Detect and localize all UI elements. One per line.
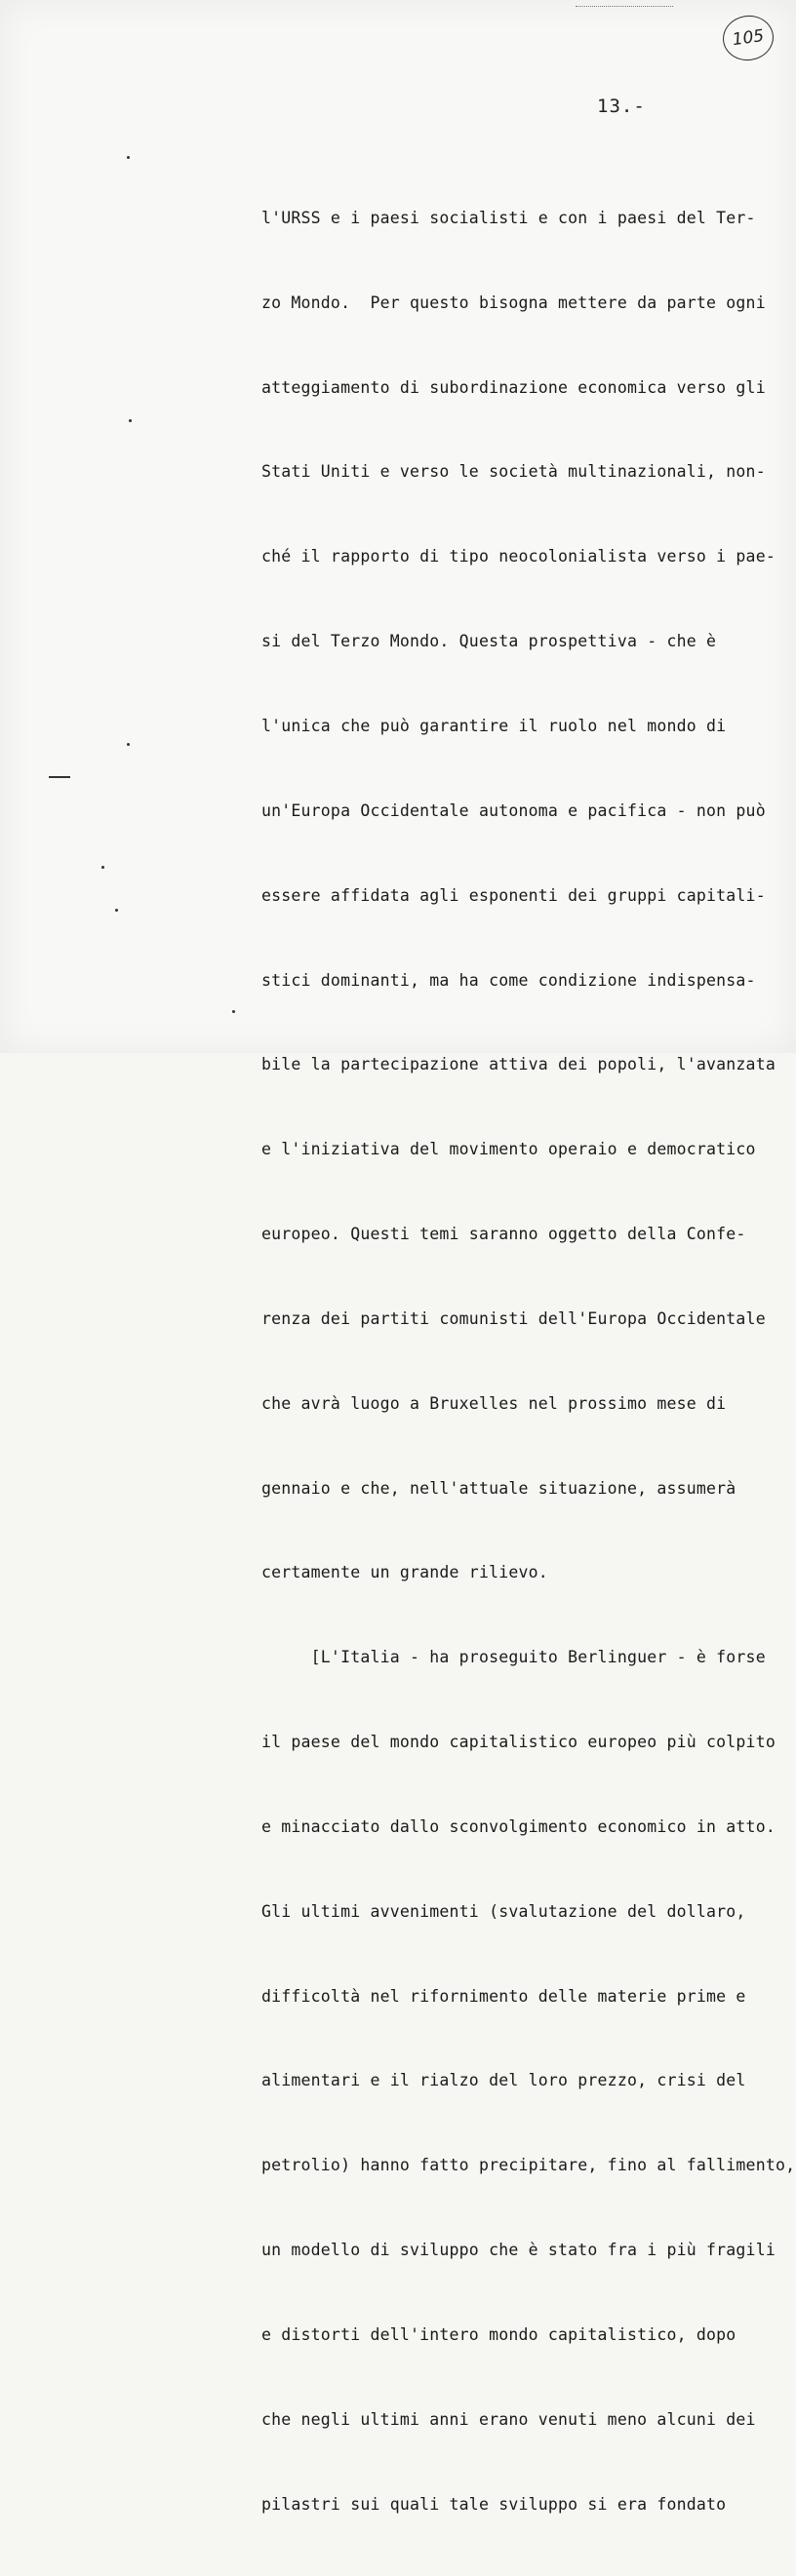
text-line: l'URSS e i paesi socialisti e con i paesi del Ter- [261,208,756,227]
text-line: e distorti dell'intero mondo capitalistico, dopo [261,2325,736,2344]
text-line: renza dei partiti comunisti dell'Europa Occidentale [261,1308,766,1328]
text-line: zo Mondo. Per questo bisogna mettere da parte ogni [261,293,766,312]
text-line: l'unica che può garantire il ruolo nel mondo di [261,716,727,735]
typewritten-body [261,148,796,2576]
margin-dash-mark [49,776,70,778]
text-line: ché il rapporto di tipo neocolonialista verso i pae- [261,547,776,566]
text-line: essere affidata agli esponenti dei gruppi capitali- [261,885,766,905]
text-line: Stati Uniti e verso le società multinazionali, non- [261,462,766,482]
text-line: gennaio e che, nell'attuale situazione, assumerà [261,1478,736,1498]
text-line: Gli ultimi avvenimenti (svalutazione del dollaro, [261,1901,746,1921]
margin-speck [115,909,118,912]
text-line: e l'iniziativa del movimento operaio e democratico [261,1140,756,1159]
margin-speck [127,743,130,746]
top-edge-mark [576,6,673,8]
text-line: certamente un grande rilievo. [261,1563,548,1582]
text-line: che avrà luogo a Bruxelles nel prossimo mese di [261,1393,727,1413]
margin-speck [129,419,132,422]
archive-stamp [720,13,776,64]
text-line: che negli ultimi anni erano venuti meno alcuni dei [261,2409,756,2429]
text-line: si del Terzo Mondo. Questa prospettiva - che è [261,632,717,651]
text-line: il paese del mondo capitalistico europeo più colpito [261,1733,776,1752]
text-line: un'Europa Occidentale autonoma e pacifica - non può [261,800,766,820]
margin-speck [101,866,104,869]
text-line: europeo. Questi temi saranno oggetto della Confe- [261,1225,746,1244]
text-line: difficoltà nel rifornimento delle materie prime e [261,1986,746,2006]
text-line: atteggiamento di subordinazione economica verso gli [261,377,766,397]
text-line: pilastri sui quali tale sviluppo si era fondato [261,2494,727,2514]
stamp-number: 105 [731,25,766,51]
margin-speck [232,1010,235,1013]
margin-speck [127,156,130,159]
page-number: 13.- [597,96,646,117]
text-line: stici dominanti, ma ha come condizione indispensa- [261,970,756,990]
text-line: petrolio) hanno fatto precipitare, fino al fallimento, [261,2156,796,2175]
text-line: alimentari e il rialzo del loro prezzo, crisi del [261,2071,746,2090]
text-line: bile la partecipazione attiva dei popoli, l'avanzata [261,1055,776,1074]
text-line: [L'Italia - ha proseguito Berlinguer - è forse [261,1648,766,1667]
text-line: un modello di sviluppo che è stato fra i più fragili [261,2241,776,2260]
text-line: e minacciato dallo sconvolgimento economico in atto. [261,1816,776,1836]
